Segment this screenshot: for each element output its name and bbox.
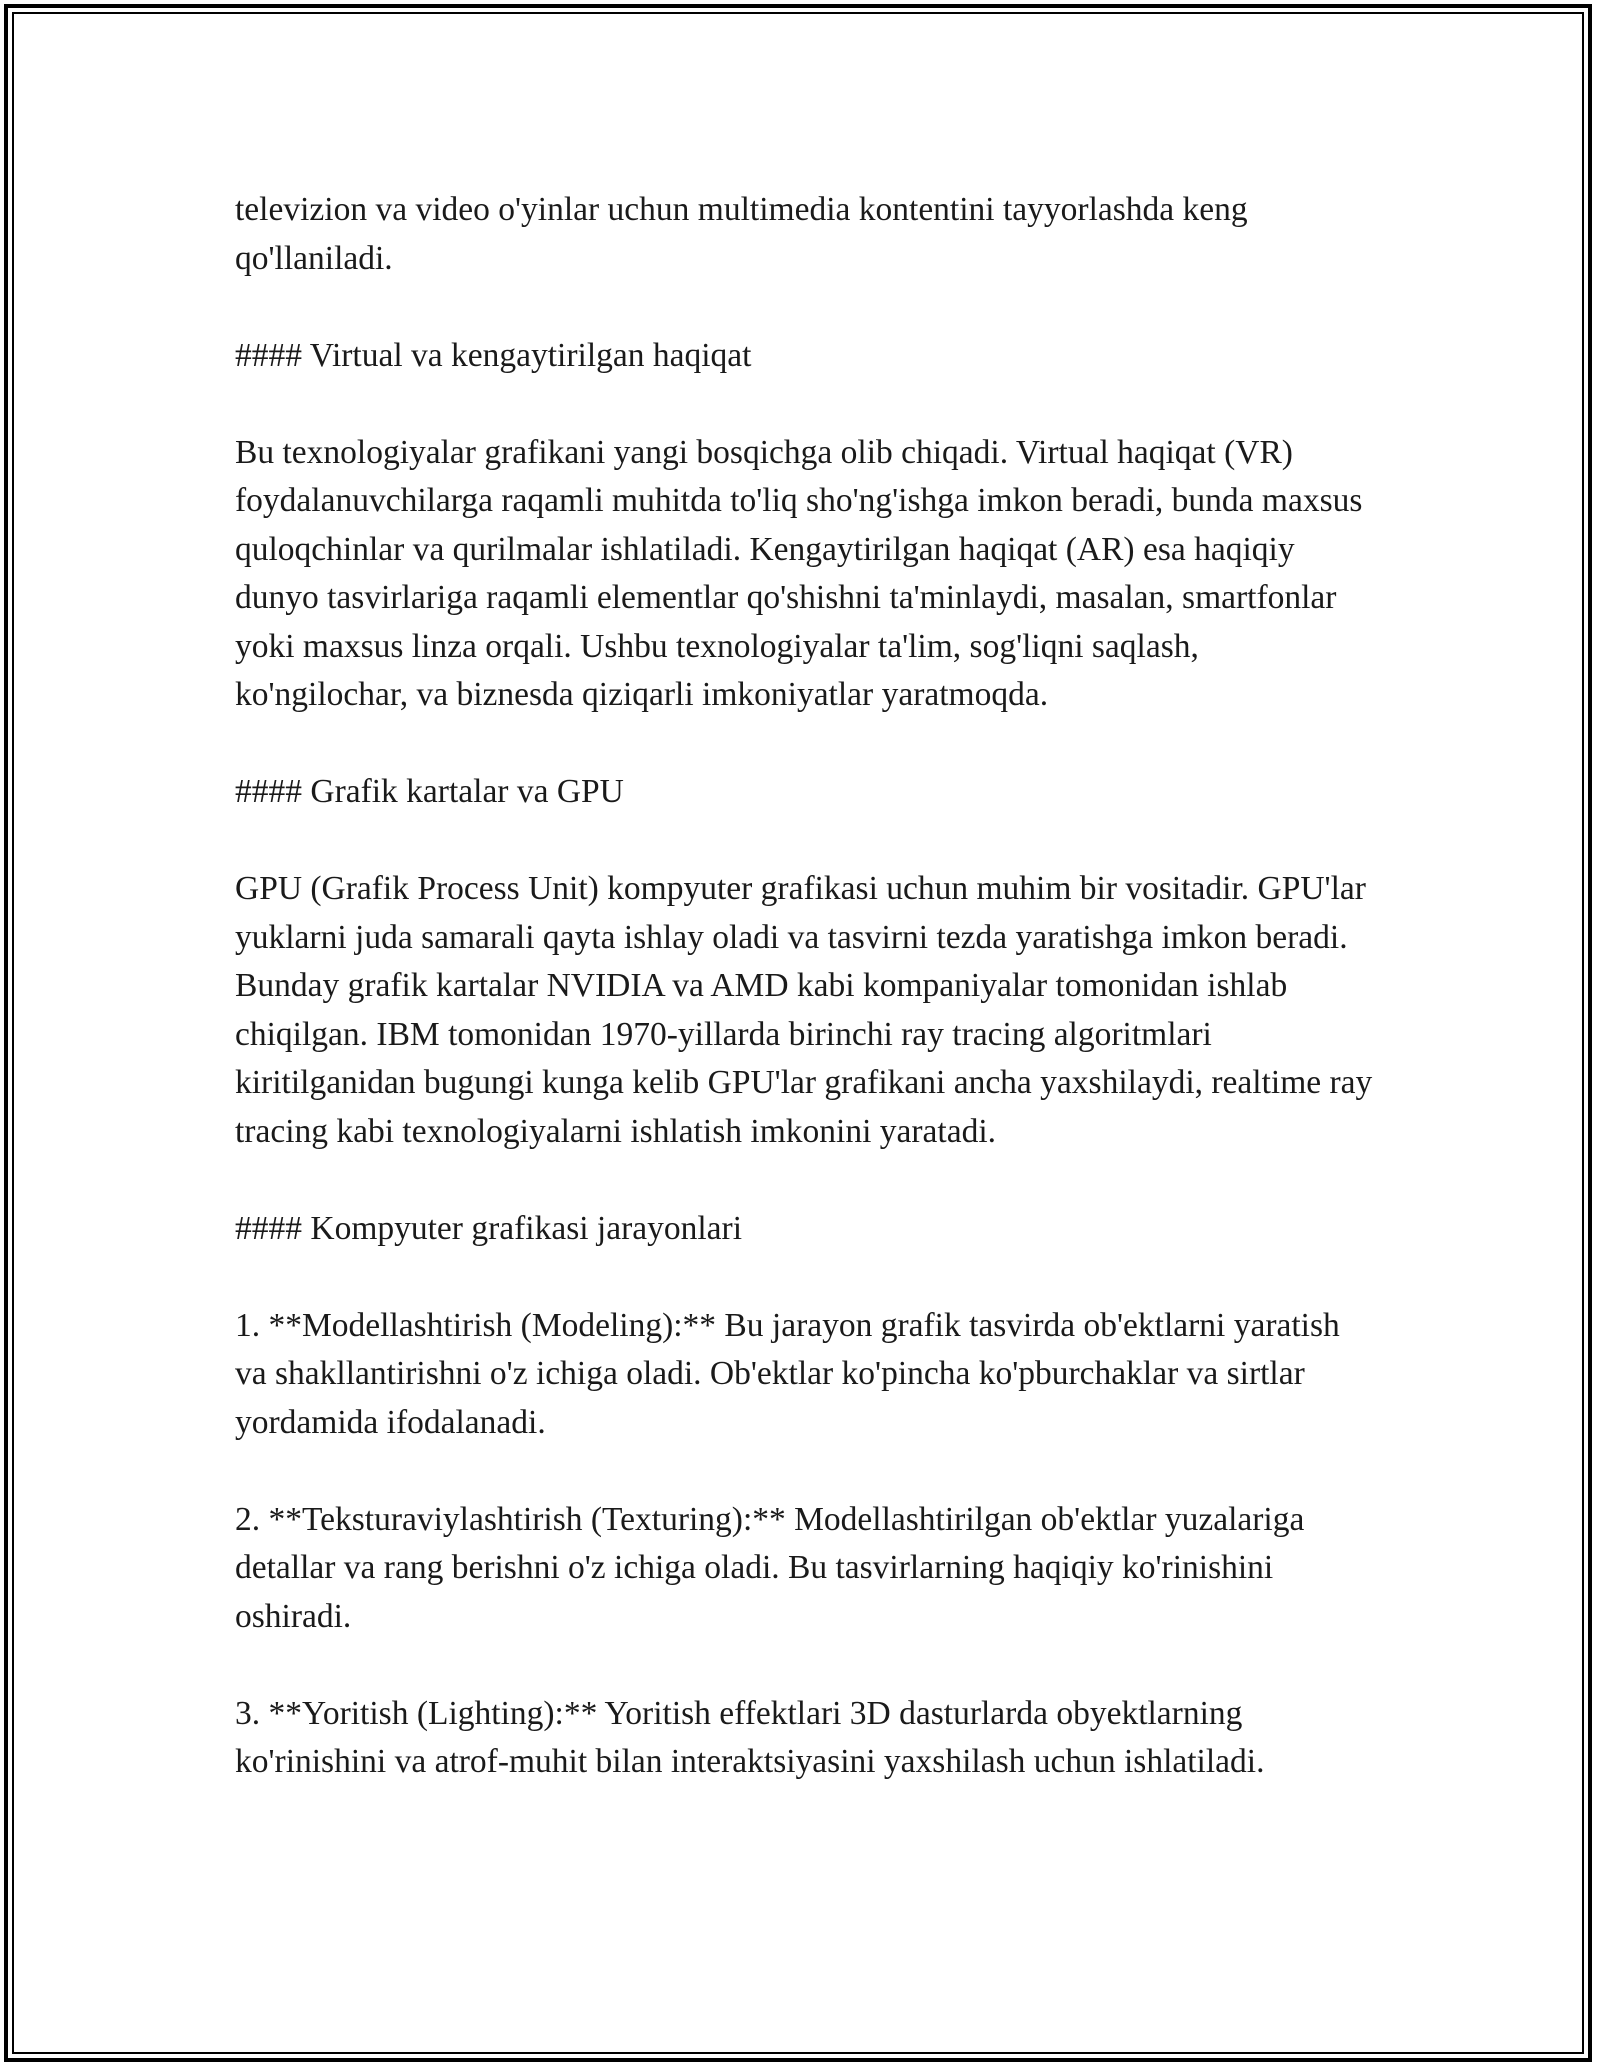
heading-graphics-processes: #### Kompyuter grafikasi jarayonlari bbox=[235, 1209, 742, 1247]
list-item-texturing: 2. **Teksturaviylashtirish (Texturing):** Modellashtirilgan ob'ektlar yuzalariga detallar va rang berishni o'z ichiga oladi. Bu tasvirlarning haqiqiy ko'rinishini oshiradi. bbox=[235, 1500, 1305, 1635]
list-item-modeling: 1. **Modellashtirish (Modeling):** Bu jarayon grafik tasvirda ob'ektlarni yaratish va shakllantirishni o'z ichiga oladi. Ob'ektlar ko'pincha ko'pburchaklar va sirtlar yordamida ifodalanadi. bbox=[235, 1306, 1340, 1441]
paragraph-continuation: televizion va video o'yinlar uchun multimedia kontentini tayyorlashda keng qo'llaniladi. bbox=[235, 191, 1248, 277]
heading-virtual-reality: #### Virtual va kengaytirilgan haqiqat bbox=[235, 336, 752, 374]
document-body bbox=[235, 186, 1375, 1787]
list-item-lighting: 3. **Yoritish (Lighting):** Yoritish effektlari 3D dasturlarda obyektlarning ko'rinishini va atrof-muhit bilan interaktsiyasini yaxshilash uchun ishlatiladi. bbox=[235, 1694, 1265, 1780]
heading-graphics-cards: #### Grafik kartalar va GPU bbox=[235, 773, 624, 810]
paragraph-vr-ar: Bu texnologiyalar grafikani yangi bosqichga olib chiqadi. Virtual haqiqat (VR) foydalanuvchilarga raqamli muhitda to'liq sho'ng'ishga imkon beradi, bunda maxsus quloqchinlar va qurilmalar ishlatiladi. Kengaytirilgan haqiqat (AR) esa haqiqiy dunyo tasvirlariga raqamli elementlar qo'shishni ta'minlaydi, masalan, smartfonlar yoki maxsus linza orqali. Ushbu texnologiyalar ta'lim, sog'liqni saqlash, ko'ngilochar, va biznesda qiziqarli imkoniyatlar yaratmoqda. bbox=[235, 433, 1363, 713]
paragraph-gpu: GPU (Grafik Process Unit) kompyuter grafikasi uchun muhim bir vositadir. GPU'lar yuklarni juda samarali qayta ishlay oladi va tasvirni tezda yaratishga imkon beradi. Bunday grafik kartalar NVIDIA va AMD kabi kompaniyalar tomonidan ishlab chiqilgan. IBM tomonidan 1970-yillarda birinchi ray tracing algoritmlari kiritilganidan bugungi kunga kelib GPU'lar grafikani ancha yaxshilaydi, realtime ray tracing kabi texnologiyalarni ishlatish imkonini yaratadi. bbox=[235, 870, 1373, 1150]
